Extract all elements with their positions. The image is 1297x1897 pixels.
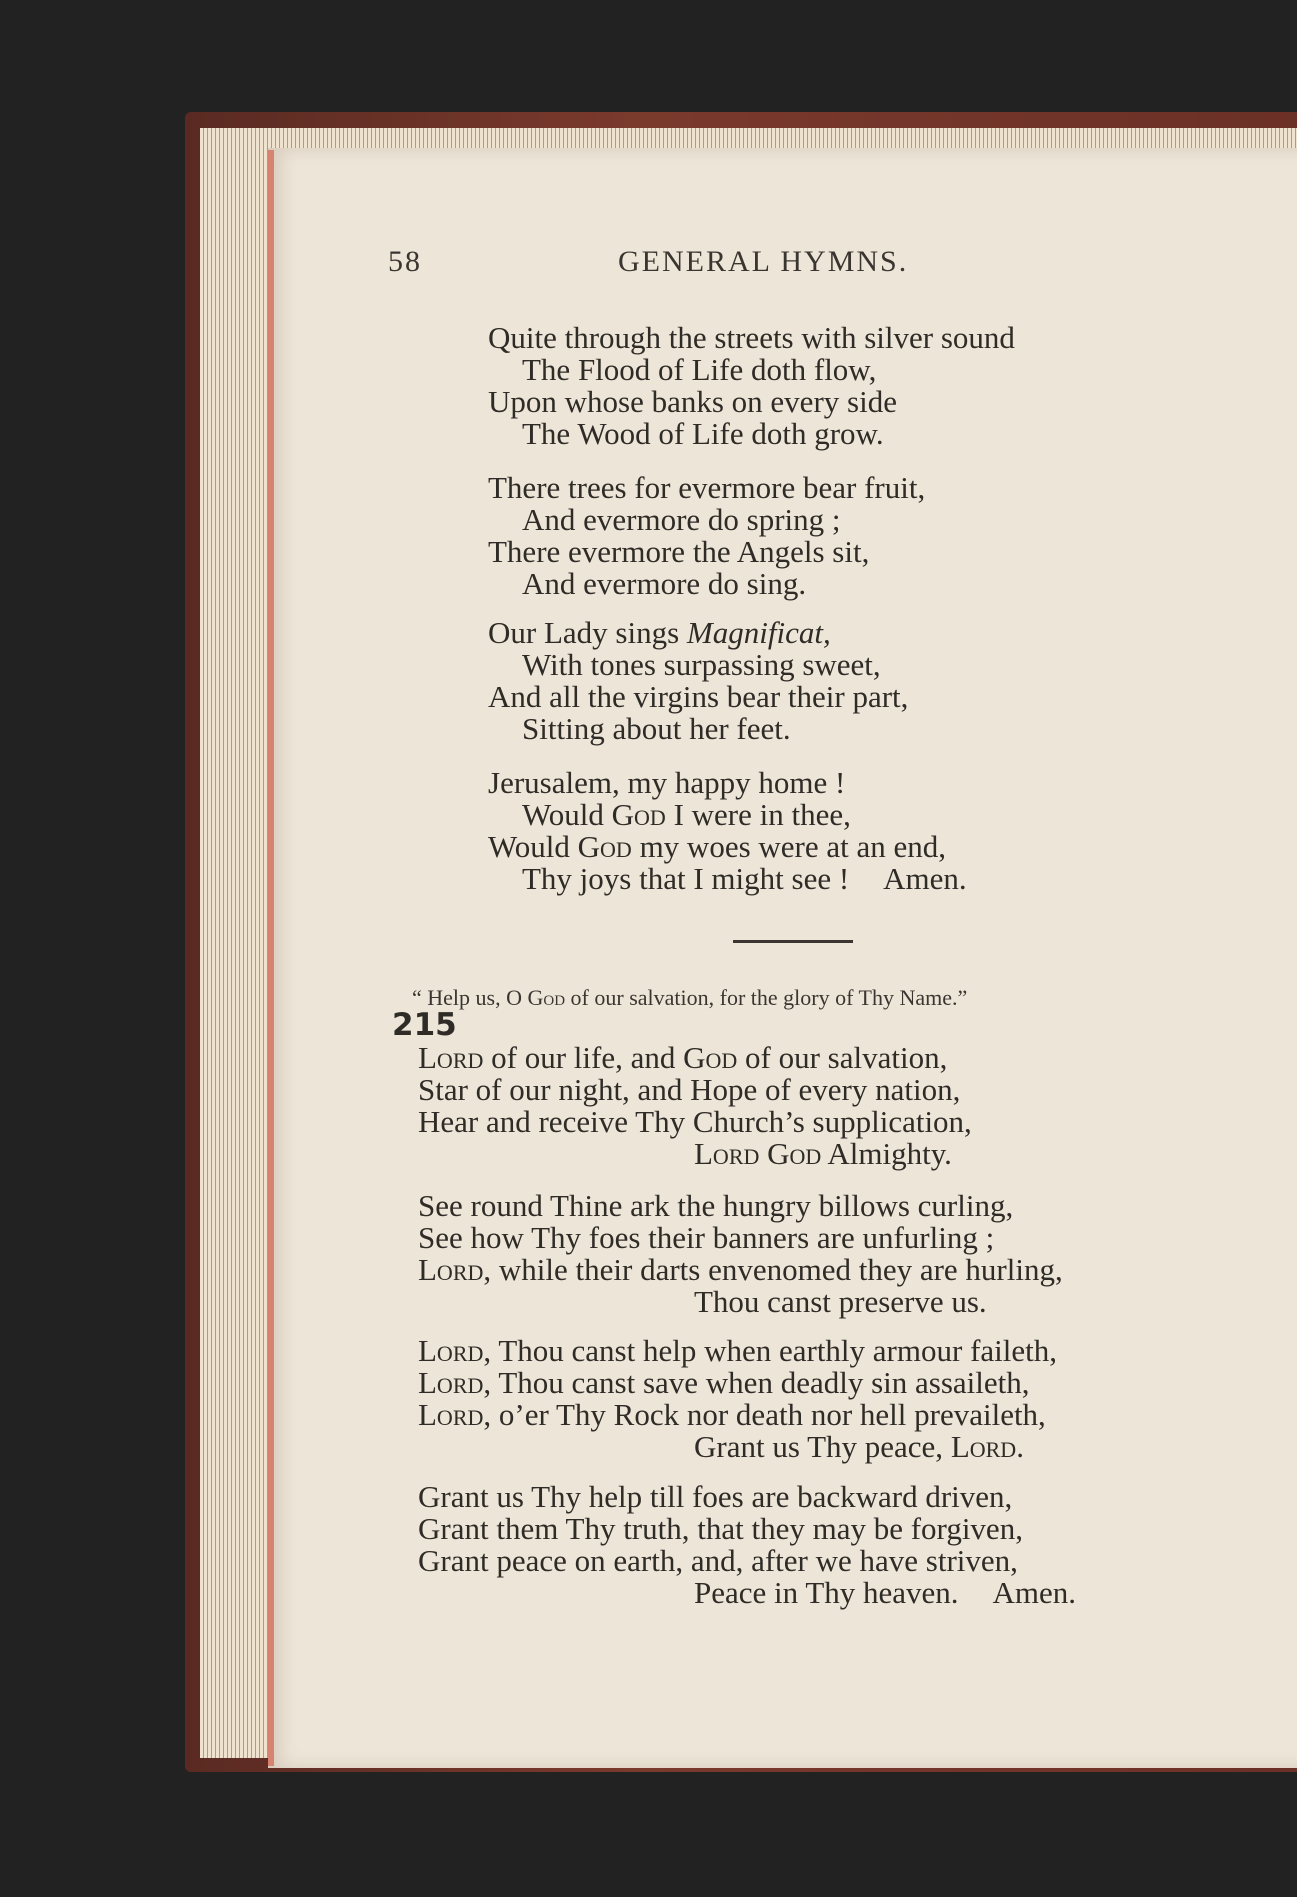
stanza-3	[488, 617, 908, 745]
verse-line: With tones surpassing sweet,	[522, 647, 881, 682]
god-small-caps: God	[527, 985, 566, 1010]
line-text: , Thou canst save when deadly sin assaileth,	[483, 1365, 1030, 1400]
lord-small-caps: Lord	[418, 1365, 484, 1400]
lord-small-caps: Lord	[418, 1333, 484, 1368]
god-small-caps: God	[767, 1136, 822, 1171]
line-text: Almighty.	[827, 1136, 952, 1171]
verse-line: Thou canst preserve us.	[694, 1284, 987, 1319]
god-small-caps: God	[577, 829, 632, 864]
hymn-215-stanza-4	[418, 1481, 1076, 1609]
verse-line: And all the virgins bear their part,	[488, 679, 909, 714]
lord-small-caps: Lord	[418, 1252, 484, 1287]
verse-line: Grant us Thy help till foes are backward driven,	[418, 1479, 1013, 1514]
hymn-215-stanza-3	[418, 1335, 1057, 1463]
line-text: I were in thee,	[673, 797, 851, 832]
verse-line	[488, 617, 908, 649]
verse-line	[418, 1399, 1057, 1431]
verse-line	[488, 863, 967, 895]
verse-line	[488, 799, 967, 831]
lord-small-caps: Lord	[418, 1040, 484, 1075]
verse-line: Sitting about her feet.	[522, 711, 791, 746]
verse-line	[488, 831, 967, 863]
line-text: Our Lady sings	[488, 615, 680, 650]
stanza-4	[488, 767, 967, 895]
verse-line: And evermore do spring ;	[522, 502, 841, 537]
verse-line: The Wood of Life doth grow.	[522, 416, 884, 451]
line-text: of our salvation,	[745, 1040, 948, 1075]
verse-line	[418, 1138, 972, 1170]
epigraph-text: “ Help us, O	[412, 985, 522, 1010]
line-text: .	[1016, 1429, 1024, 1464]
epigraph-text: of our salvation, for the glory of Thy Name.”	[570, 985, 968, 1010]
verse-line: Grant them Thy truth, that they may be forgiven,	[418, 1511, 1023, 1546]
page-edge-line	[268, 150, 274, 1766]
verse-line	[418, 1577, 1076, 1609]
amen: Amen.	[883, 861, 967, 896]
stanza-1	[488, 322, 1015, 450]
line-text: Grant us Thy peace,	[694, 1429, 944, 1464]
magnificat-italic: Magnificat,	[686, 615, 831, 650]
verse-line	[418, 1335, 1057, 1367]
hymn-215-stanza-2	[418, 1190, 1063, 1318]
verse-line	[418, 1367, 1057, 1399]
verse-line: See round Thine ark the hungry billows curling,	[418, 1188, 1014, 1223]
verse-line	[418, 1431, 1057, 1463]
verse-line: Hear and receive Thy Church’s supplication,	[418, 1104, 972, 1139]
lord-small-caps: Lord	[694, 1136, 760, 1171]
epigraph	[412, 985, 967, 1011]
verse-line: And evermore do sing.	[522, 566, 807, 601]
verse-line: Grant peace on earth, and, after we have striven,	[418, 1543, 1018, 1578]
line-text: , Thou canst help when earthly armour faileth,	[483, 1333, 1057, 1368]
stanza-2	[488, 472, 925, 600]
line-text: , o’er Thy Rock nor death nor hell prevaileth,	[483, 1397, 1046, 1432]
hymn-215-stanza-1	[418, 1042, 972, 1170]
verse-line: There trees for evermore bear fruit,	[488, 470, 926, 505]
verse-line	[418, 1254, 1063, 1286]
section-divider	[733, 940, 853, 943]
verse-line: Star of our night, and Hope of every nation,	[418, 1072, 961, 1107]
verse-line: Jerusalem, my happy home !	[488, 765, 846, 800]
line-text: Would	[522, 797, 604, 832]
verse-line: See how Thy foes their banners are unfurling ;	[418, 1220, 995, 1255]
line-text: Would	[488, 829, 570, 864]
lord-small-caps: Lord	[418, 1397, 484, 1432]
god-small-caps: God	[683, 1040, 738, 1075]
lord-small-caps: Lord	[950, 1429, 1017, 1464]
verse-line: Quite through the streets with silver sound	[488, 320, 1015, 355]
line-text: Peace in Thy heaven.	[694, 1575, 959, 1610]
line-text: , while their darts envenomed they are hurling,	[483, 1252, 1063, 1287]
amen: Amen.	[992, 1575, 1077, 1610]
verse-line: There evermore the Angels sit,	[488, 534, 870, 569]
hymn-number: 215	[392, 1007, 457, 1043]
running-header: GENERAL HYMNS.	[618, 245, 909, 278]
line-text: of our life, and	[491, 1040, 676, 1075]
line-text: my woes were at an end,	[639, 829, 947, 864]
verse-line	[418, 1042, 972, 1074]
god-small-caps: God	[611, 797, 666, 832]
verse-line: Upon whose banks on every side	[488, 384, 897, 419]
verse-line: The Flood of Life doth flow,	[522, 352, 877, 387]
page-number: 58	[388, 245, 422, 278]
line-text: Thy joys that I might see !	[522, 861, 850, 896]
